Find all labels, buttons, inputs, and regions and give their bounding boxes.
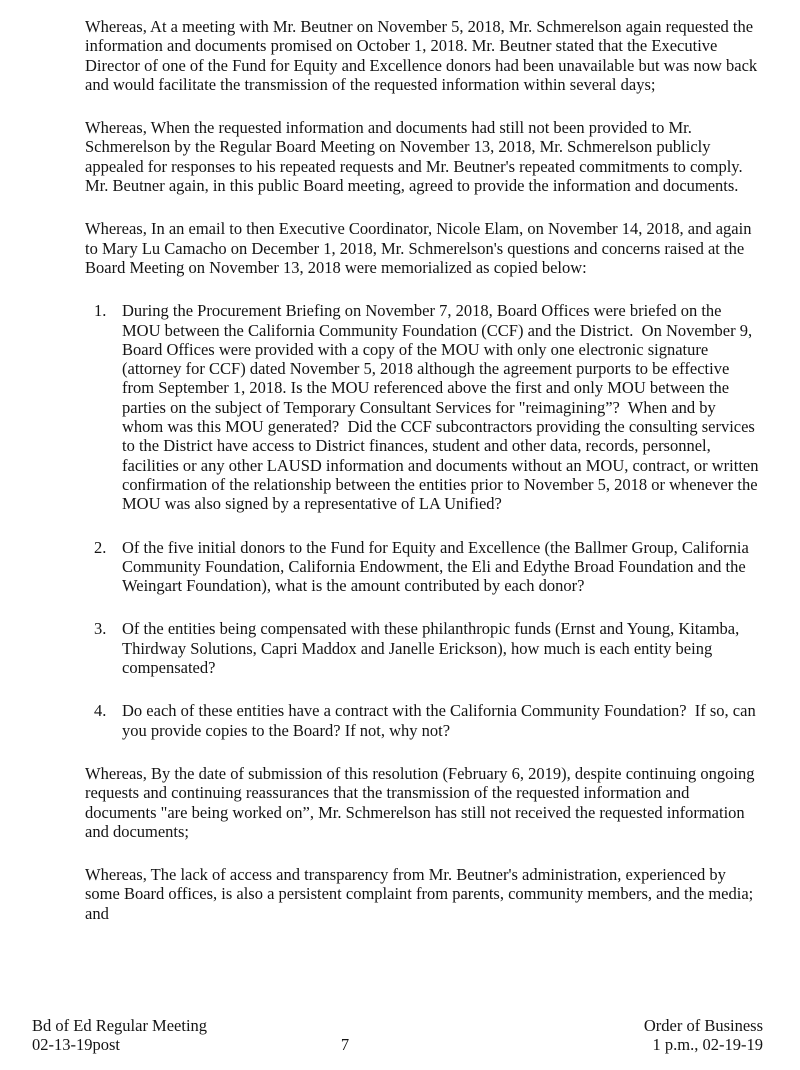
footer-meeting-info [32,1016,207,1055]
questions-list [85,301,763,740]
paragraph-whereas-transparency: Whereas, The lack of access and transparency from Mr. Beutner's administration, experienced by some Board offices, is also a persistent complaint from parents, community members, and the media; and [85,865,758,923]
footer-order-datetime: 1 p.m., 02-19-19 [652,1035,763,1055]
list-item-2-text: Of the five initial donors to the Fund for Equity and Excellence (the Ballmer Group, California Community Foundation, California Endowment, the Eli and Edythe Broad Foundation and the Weingart Foundation), what is the amount contributed by each donor? [122,537,753,596]
paragraph-whereas-board-meeting: Whereas, When the requested information and documents had still not been provided to Mr. Schmerelson by the Regular Board Meeting on November 13, 2018, Mr. Schmerelson publicly appealed for responses to his repeated requests and Mr. Beutner's repeated commitments to comply. Mr. Beutner again, in this public Board meeting, agreed to provide the information and documents. [85,118,751,196]
page-number: 7 [340,1035,350,1054]
footer-meeting-date: 02-13-19post [32,1035,120,1055]
list-item-3 [85,619,760,677]
list-item-2-number: 2. [94,537,107,557]
paragraph-whereas-submission: Whereas, By the date of submission of this resolution (February 6, 2019), despite continuing ongoing requests and continuing reassurances that the transmission of the requested information and documents "are being worked on”, Mr. Schmerelson has still not received the requested information and documents; [85,763,759,841]
paragraph-whereas-meeting: Whereas, At a meeting with Mr. Beutner on November 5, 2018, Mr. Schmerelson again requested the information and documents promised on October 1, 2018. Mr. Beutner stated that the Executive Director of one of the Fund for Equity and Excellence donors had been unavailable but was now back and would facilitate the transmission of the requested information within several days; [85,17,762,94]
paragraph-whereas-email: Whereas, In an email to then Executive Coordinator, Nicole Elam, on November 14, 2018, and again to Mary Lu Camacho on December 1, 2018, Mr. Schmerelson's questions and concerns raised at the Board Meeting on November 13, 2018 were memorialized as copied below: [85,219,756,277]
list-item-4 [85,701,760,740]
list-item-1 [85,301,763,514]
list-item-2 [85,538,760,596]
document-body [85,17,763,947]
list-item-4-text: Do each of these entities have a contract with the California Community Foundation? If so, can you provide copies to the Board? If not, why not? [122,701,760,740]
list-item-3-number: 3. [94,619,107,639]
list-item-1-text: During the Procurement Briefing on November 7, 2018, Board Offices were briefed on the MOU between the California Community Foundation (CCF) and the District. On November 9, Board Offices were provided with a copy of the MOU with only one electronic signature (attorney for CCF) dated November 5, 2018 although the agreement purports to be effective from September 1, 2018. Is the MOU referenced above the first and only MOU between the parties on the subject of Temporary Consultant Services for "reimagining”? When and by whom was this MOU generated? Did the CCF subcontractors providing the consulting services to the District have access to District finances, student and other data, records, personnel, facilities or any other LAUSD information and documents without an MOU, contract, or written confirmation of the relationship between the entities prior to November 5, 2018 or whenever the MOU was also signed by a representative of LA Unified? [122,301,763,514]
footer-order-info [644,1016,763,1055]
footer-meeting-label: Bd of Ed Regular Meeting [32,1016,208,1035]
list-item-4-number: 4. [94,701,107,721]
list-item-3-text: Of the entities being compensated with these philanthropic funds (Ernst and Young, Kitamba, Thirdway Solutions, Capri Maddox and Janelle Erickson), how much is each entity being compensated? [122,619,744,678]
list-item-1-number: 1. [94,301,107,321]
footer-order-label: Order of Business [643,1016,763,1035]
